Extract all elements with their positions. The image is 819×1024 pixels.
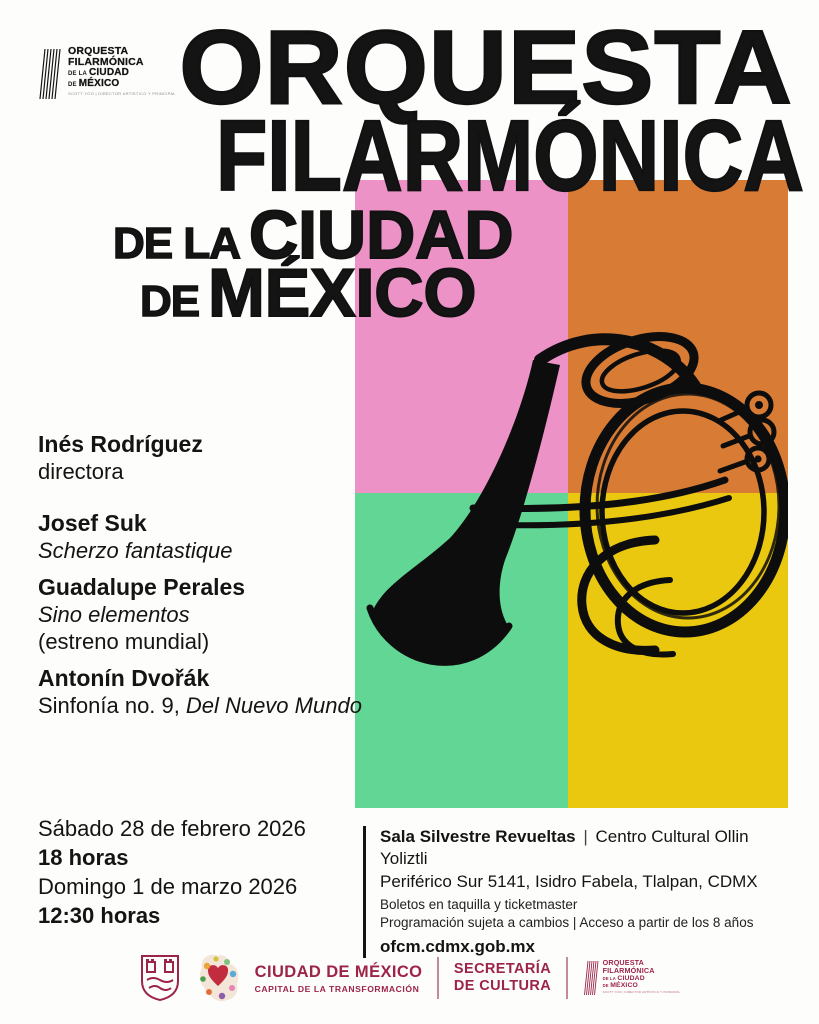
- title-mexico: MÉXICO: [208, 255, 477, 331]
- program-list: [38, 430, 362, 728]
- venue-name: Sala Silvestre Revueltas: [380, 827, 576, 846]
- corazon-cdmx-icon: [196, 952, 240, 1004]
- ofcm-line3-small: DE LA: [602, 975, 616, 981]
- secretaria-cultura-wordmark: [454, 961, 551, 995]
- work-title: Scherzo fantastique: [38, 538, 233, 563]
- work-title: Sino elementos: [38, 602, 190, 627]
- footer-divider: [566, 957, 568, 999]
- time-2: 12:30 horas: [38, 903, 161, 928]
- poster-title-line4: [140, 254, 476, 332]
- work-item: [38, 509, 362, 564]
- venue-website: ofcm.cdmx.gob.mx: [380, 937, 535, 956]
- ofcm-line1: ORQUESTA: [602, 958, 645, 967]
- footer-divider: [437, 957, 439, 999]
- cdmx-crest-icon: [139, 953, 181, 1003]
- brand-tagline: SCOTT YOO | DIRECTOR ARTÍSTICO Y PRINCIPAL: [68, 91, 176, 97]
- date-2: Domingo 1 de marzo 2026: [38, 874, 298, 899]
- poster-title-line2: FILARMÓNICA: [216, 100, 804, 212]
- ofcm-logo-footer: [583, 959, 681, 997]
- cdmx-wordmark: [255, 963, 423, 994]
- composer-name: Josef Suk: [38, 510, 147, 536]
- work-item: [38, 573, 362, 655]
- conductor-name: Inés Rodríguez: [38, 431, 203, 457]
- brand-line3-small: DE LA: [68, 71, 87, 78]
- brand-line1: ORQUESTA: [68, 45, 129, 57]
- work-note: (estreno mundial): [38, 629, 210, 654]
- venue-notice: Programación sujeta a cambios | Acceso a partir de los 8 años: [380, 914, 754, 930]
- venue-address: Periférico Sur 5141, Isidro Fabela, Tlalpan, CDMX: [380, 872, 758, 891]
- conductor-block: [38, 430, 362, 485]
- cdmx-subtitle: CAPITAL DE LA TRANSFORMACIÓN: [254, 983, 420, 994]
- cdmx-title: CIUDAD DE MÉXICO: [254, 962, 423, 981]
- venue-tickets: Boletos en taquilla y ticketmaster: [380, 897, 578, 912]
- schedule-block: [38, 814, 306, 930]
- title-de-la: DE LA: [113, 219, 240, 268]
- venue-hall: Centro Cultural Ollin Yoliztli: [380, 827, 749, 868]
- ofcm-hatch-icon: [38, 46, 62, 102]
- brand-line4-small: DE: [68, 81, 77, 88]
- time-1: 18 horas: [38, 845, 129, 870]
- brand-line3-large: CIUDAD: [89, 67, 130, 79]
- ofcm-logo-top: [38, 46, 176, 102]
- composer-name: Antonín Dvořák: [38, 665, 210, 691]
- poster-title-line1: ORQUESTA: [179, 10, 793, 126]
- composer-name: Guadalupe Perales: [38, 574, 246, 600]
- brand-line2: FILARMÓNICA: [68, 56, 144, 69]
- ofcm-tagline: SCOTT YOO | DIRECTOR ARTÍSTICO Y PRINCIPAL: [602, 990, 681, 995]
- work-title: Del Nuevo Mundo: [185, 693, 362, 718]
- ofcm-line3-large: CIUDAD: [617, 974, 645, 982]
- footer-logos: [0, 952, 819, 1004]
- work-title-prefix: Sinfonía no. 9,: [38, 693, 180, 718]
- work-item: [38, 664, 362, 719]
- secretaria-line1: SECRETARÍA: [453, 961, 552, 977]
- title-ciudad: CIUDAD: [249, 197, 514, 273]
- ofcm-line4-small: DE: [602, 982, 609, 988]
- date-1: Sábado 28 de febrero 2026: [38, 816, 306, 841]
- ofcm-line4-large: MÉXICO: [610, 981, 638, 989]
- ofcm-line2: FILARMÓNICA: [602, 965, 655, 975]
- ofcm-hatch-icon: [583, 959, 599, 997]
- venue-separator: |: [583, 827, 588, 846]
- venue-block: [363, 826, 793, 958]
- brand-line4-large: MÉXICO: [78, 77, 120, 89]
- conductor-role: directora: [38, 459, 124, 484]
- title-de: DE: [140, 277, 200, 326]
- secretaria-line2: DE CULTURA: [453, 978, 552, 994]
